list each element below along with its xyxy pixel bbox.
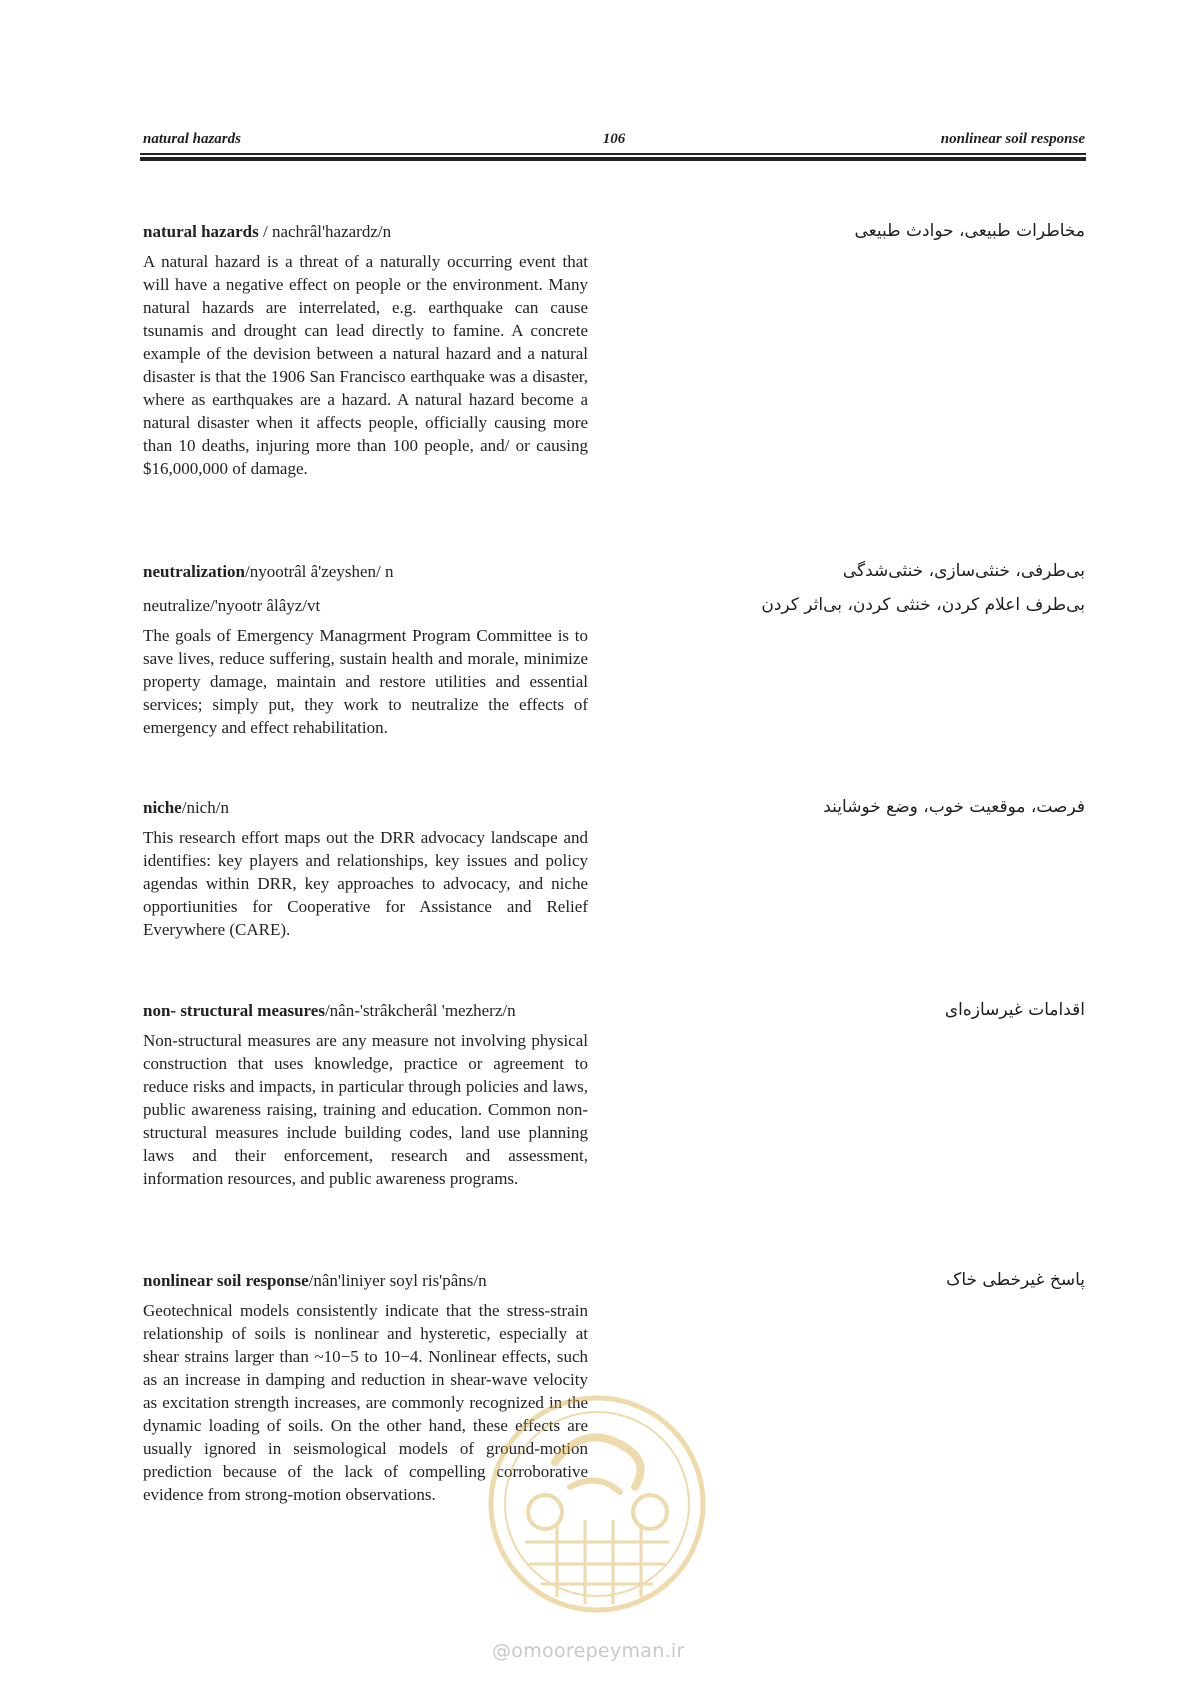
entry-term: niche (143, 798, 182, 817)
entry-pronunciation: /nân-'strâkcherâl 'mezherz/n (324, 1001, 516, 1020)
glossary-entry-nonlinear-soil-response (143, 1270, 588, 1506)
entry-persian-translation: اقدامات غیرسازه‌ای (944, 1000, 1085, 1020)
entry-pronunciation: /nyootrâl â'zeyshen/ n (245, 562, 394, 581)
entry-subterm-persian-translation: بی‌طرف اعلام کردن، خنثی کردن، بی‌اثر کردن (761, 595, 1085, 615)
entry-term: non- structural measures (143, 1001, 325, 1020)
entry-term: natural hazards (143, 222, 259, 241)
glossary-entry-neutralization (143, 561, 588, 739)
entry-heading (143, 221, 588, 242)
entry-heading (143, 1000, 588, 1021)
entry-subterm: neutralize/'nyootr âlâyz/vt (143, 596, 321, 615)
entry-term: nonlinear soil response (143, 1271, 309, 1290)
entry-persian-translation: بی‌طرفی، خنثی‌سازی، خنثی‌شدگی (842, 561, 1085, 581)
entry-heading (143, 1270, 588, 1291)
entry-heading (143, 561, 588, 582)
entry-pronunciation: /nich/n (181, 798, 229, 817)
entry-heading (143, 797, 588, 818)
entry-definition: A natural hazard is a threat of a naturally occurring event that will have a negative effect on people or the environment. Many natural hazards are interrelated, e.g. earthquake can cause tsunamis and drought can lead directly to famine. A concrete example of the devision between a natural hazard and a natural disaster is that the 1906 San Francisco earthquake was a disaster, where as earthquakes are a hazard. A natural hazard become a natural disaster when it affects people, officially causing more than 10 deaths, injuring more than 100 people, and/ or causing $16,000,000 of damage. (143, 252, 588, 478)
header-right-term: nonlinear soil response (940, 131, 1085, 147)
glossary-entry-non-structural-measures (143, 1000, 588, 1190)
entry-persian-translation: فرصت، موقعیت خوب، وضع خوشایند (823, 797, 1085, 817)
entry-pronunciation: / nachrâl'hazardz/n (258, 222, 392, 241)
header-left-term: natural hazards (143, 131, 241, 147)
glossary-entry-natural-hazards (143, 221, 588, 480)
entry-pronunciation: /nân'liniyer soyl ris'pâns/n (308, 1271, 487, 1290)
glossary-entry-niche (143, 797, 588, 941)
entry-term: neutralization (143, 562, 245, 581)
entry-definition: The goals of Emergency Managrment Program Committee is to save lives, reduce suffering, sustain health and morale, minimize property damage, maintain and restore utilities and essential services; simply put, they work to neutralize the effects of emergency and effect rehabilitation. (143, 626, 588, 737)
watermark-url: @omoorepeyman.ir (492, 1640, 685, 1662)
running-header (143, 131, 1085, 151)
entry-definition: Geotechnical models consistently indicate that the stress-strain relationship of soils is nonlinear and hysteretic, especially at shear strains larger than ~10−5 to 10−4. Nonlinear effects, such as an increase in damping and reduction in shear-wave velocity as excitation strength increases, are commonly recognized in the dynamic loading of soils. On the other hand, these effects are usually ignored in seismological models of ground-motion prediction because of the lack of compelling corroborative evidence from strong-motion observations. (143, 1301, 588, 1504)
entry-definition: Non-structural measures are any measure not involving physical construction that uses knowledge, practice or agreement to reduce risks and impacts, in particular through policies and laws, public awareness raising, training and education. Common non-structural measures include building codes, land use planning laws and their enforcement, research and assessment, information resources, and public awareness programs. (143, 1031, 588, 1188)
header-rule-thin (140, 153, 1086, 155)
entry-persian-translation: مخاطرات طبیعی، حوادث طبیعی (854, 221, 1085, 241)
entry-persian-translation: پاسخ غیرخطی خاک (946, 1270, 1085, 1290)
entry-definition: This research effort maps out the DRR advocacy landscape and identifies: key players and relationships, key issues and policy agendas within DRR, key approaches to advocacy, and niche opportiunities for Cooperative for Assistance and Relief Everywhere (CARE). (143, 828, 588, 939)
header-rule-thick (140, 157, 1086, 161)
page-number: 106 (602, 131, 626, 147)
